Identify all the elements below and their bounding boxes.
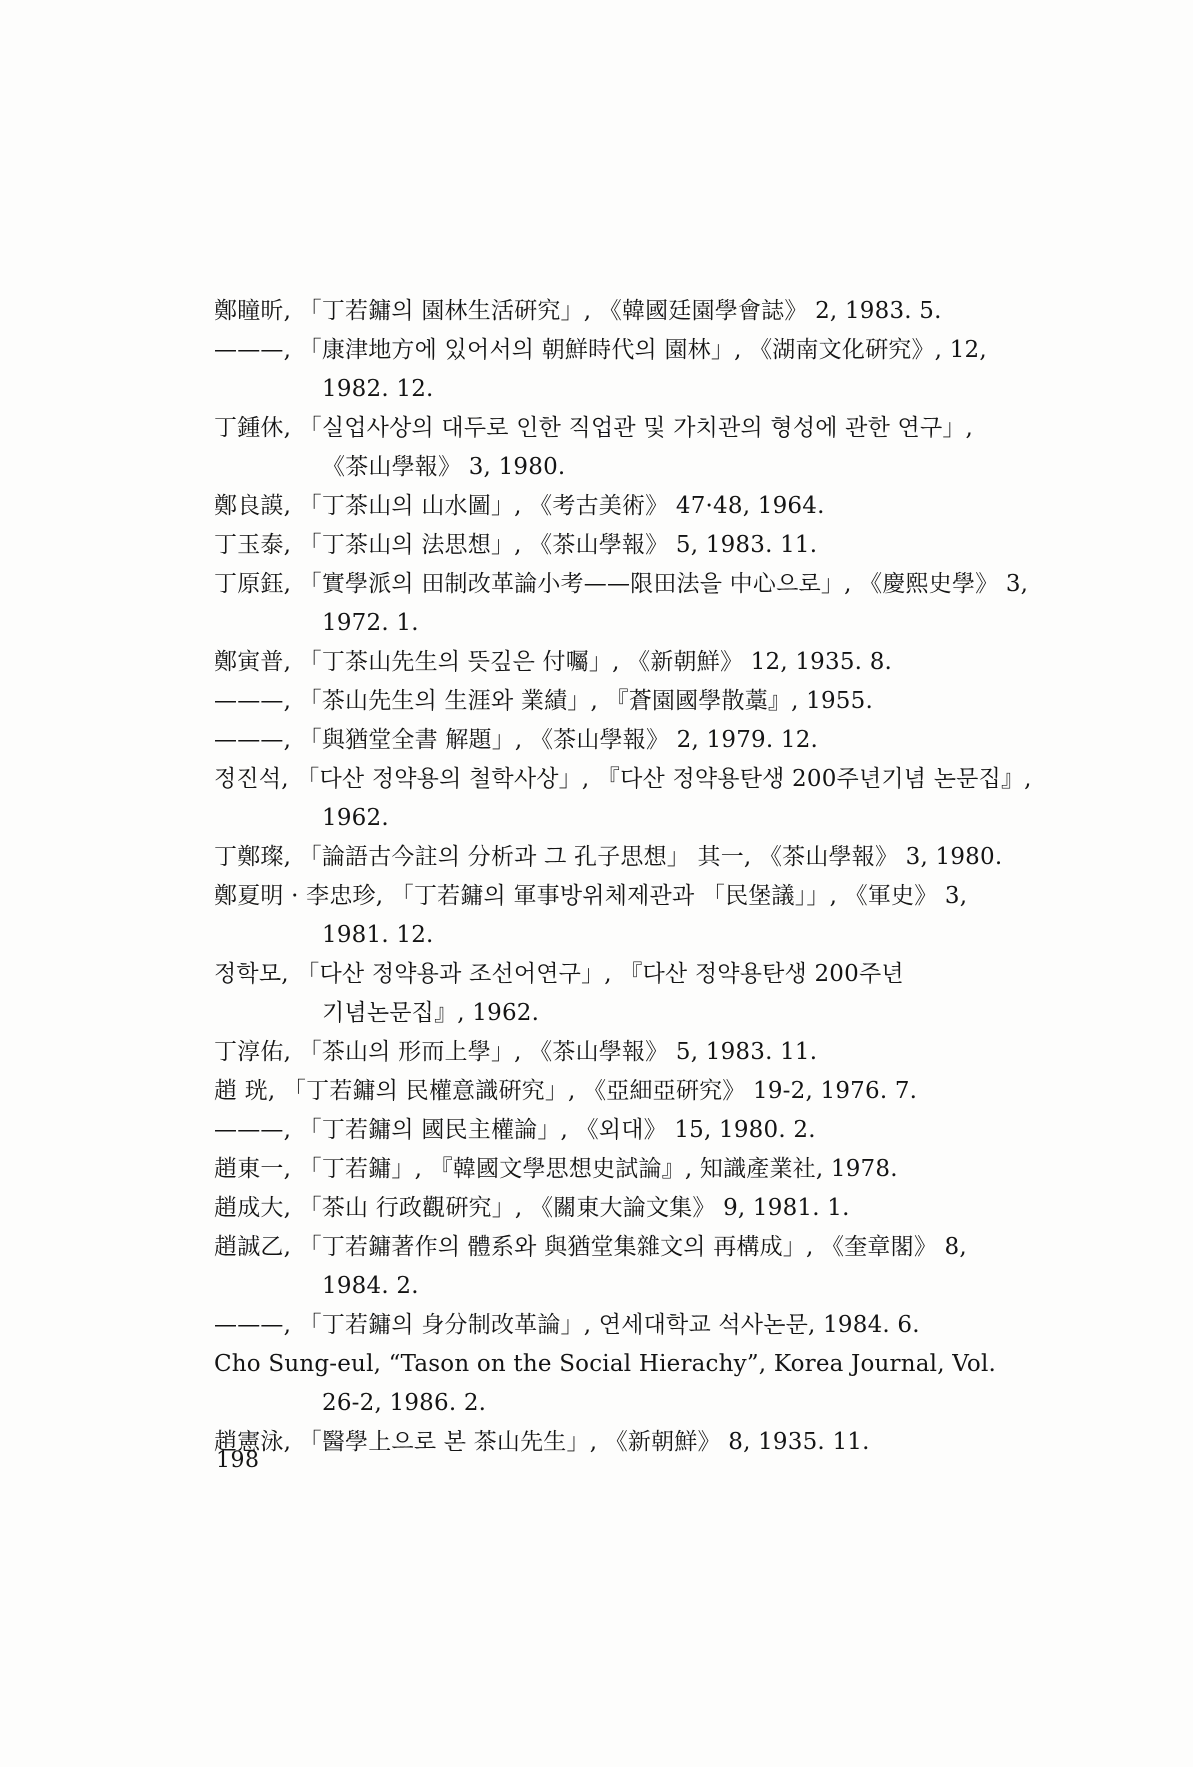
bibliography-entry: 정학모, 「다산 정약용과 조선어연구」, 『다산 정약용탄생 200주년 기념논문집』, 1962. [214, 961, 904, 1026]
bibliography-entry: 丁玉泰, 「丁茶山의 法思想」, 《茶山學報》 5, 1983. 11. [214, 532, 818, 558]
bibliography-entry: 丁淳佑, 「茶山의 形而上學」, 《茶山學報》 5, 1983. 11. [214, 1039, 818, 1065]
bibliography-entry: 丁原鈺, 「實學派의 田制改革論小考——限田法을 中心으로」, 《慶熙史學》 3, 1972. 1. [214, 571, 1029, 636]
bibliography-entry: 鄭良謨, 「丁茶山의 山水圖」, 《考古美術》 47·48, 1964. [214, 493, 825, 519]
bibliography-entry: 鄭夏明 · 李忠珍, 「丁若鏞의 軍事방위체제관과 「民堡議」」, 《軍史》 3, 1981. 12. [214, 883, 968, 948]
bibliography-entry: ———, 「丁若鏞의 國民主權論」, 《외대》 15, 1980. 2. [214, 1117, 816, 1143]
bibliography-entry: 趙 珖, 「丁若鏞의 民權意識硏究」, 《亞細亞硏究》 19-2, 1976. 7. [214, 1078, 918, 1104]
bibliography-entry: 정진석, 「다산 정약용의 철학사상」, 『다산 정약용탄생 200주년기념 논문집』, 1962. [214, 766, 1032, 831]
bibliography-entry: ———, 「康津地方에 있어서의 朝鮮時代의 園林」, 《湖南文化硏究》, 12, 1982. 12. [214, 337, 987, 402]
bibliography-entry: ———, 「丁若鏞의 身分制改革論」, 연세대학교 석사논문, 1984. 6. [214, 1312, 920, 1338]
bibliography-entry: 趙東一, 「丁若鏞」, 『韓國文學思想史試論』, 知識產業社, 1978. [214, 1156, 898, 1182]
bibliography-entry: ———, 「茶山先生의 生涯와 業績」, 『蒼園國學散藁』, 1955. [214, 688, 873, 714]
bibliography-entry: Cho Sung-eul, “Tason on the Social Hierachy”, Korea Journal, Vol. 26-2, 1986. 2. [214, 1351, 997, 1416]
bibliography-entry: 趙憲泳, 「醫學上으로 본 茶山先生」, 《新朝鮮》 8, 1935. 11. [214, 1429, 870, 1455]
bibliography-entry: ———, 「與猶堂全書 解題」, 《茶山學報》 2, 1979. 12. [214, 727, 819, 753]
bibliography-entry: 丁鍾休, 「실업사상의 대두로 인한 직업관 및 가치관의 형성에 관한 연구」, 《茶山學報》 3, 1980. [214, 415, 974, 480]
bibliography-entry: 趙成大, 「茶山 行政觀硏究」, 《關東大論文集》 9, 1981. 1. [214, 1195, 850, 1221]
bibliography-entry: 鄭瞳昕, 「丁若鏞의 園林生活硏究」, 《韓國廷園學會誌》 2, 1983. 5. [214, 298, 942, 324]
bibliography-entry: 丁鄭璨, 「論語古今註의 分析과 그 孔子思想」 其一, 《茶山學報》 3, 1980. [214, 844, 1003, 870]
page-number: 198 [216, 1448, 260, 1473]
bibliography-entry: 趙誠乙, 「丁若鏞著作의 體系와 與猶堂集雜文의 再構成」, 《奎章閣》 8, 1984. 2. [214, 1234, 967, 1299]
bibliography-entry: 鄭寅普, 「丁茶山先生의 뜻깊은 付囑」, 《新朝鮮》 12, 1935. 8. [214, 649, 893, 675]
bibliography-list [214, 292, 1034, 1462]
